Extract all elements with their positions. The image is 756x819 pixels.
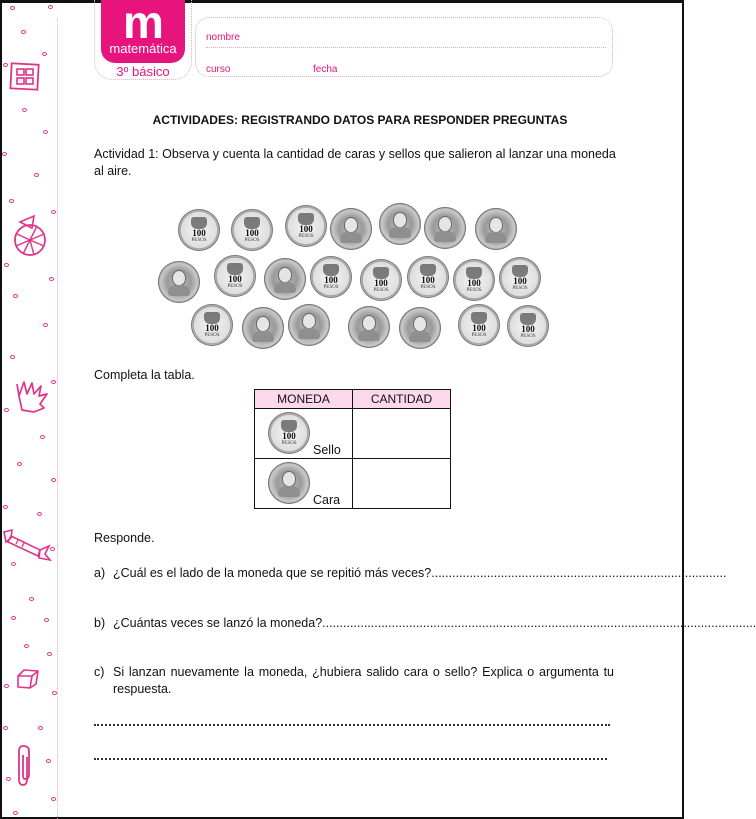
margin-dot <box>4 408 9 412</box>
table-instructions: Completa la tabla. <box>94 368 195 382</box>
cara-coin <box>424 207 466 249</box>
margin-dot <box>4 263 9 267</box>
margin-dot <box>4 684 9 688</box>
cara-label: Cara <box>313 493 341 507</box>
table-row <box>255 459 451 509</box>
margin-dot <box>42 52 47 56</box>
answer-line-c2[interactable] <box>94 758 607 760</box>
table-row <box>255 409 451 459</box>
answer-line-a[interactable]: ..................................................................................... <box>431 566 727 580</box>
margin-dot <box>9 199 14 203</box>
cara-coin <box>288 304 330 346</box>
margin-dot <box>34 173 39 177</box>
cara-coin <box>264 258 306 300</box>
margin-dot <box>51 797 56 801</box>
question-c <box>94 664 614 696</box>
student-info-box <box>195 17 613 77</box>
answer-line-c1[interactable] <box>94 724 610 726</box>
sello-coin: 100 PESOS <box>458 304 500 346</box>
sello-coin: 100 PESOS <box>310 256 352 298</box>
margin-dot <box>10 6 15 10</box>
sello-coin: 100 PESOS <box>360 259 402 301</box>
margin-dot <box>13 811 18 815</box>
sello-coin-icon: 100 PESOS <box>268 412 310 454</box>
activity-1-instructions: Actividad 1: Observa y cuenta la cantidad de caras y sellos que salieron al lanzar una moneda al aire. <box>94 147 616 178</box>
margin-dot <box>22 108 27 112</box>
subject-logo <box>101 0 185 63</box>
margin-dot <box>47 652 52 656</box>
margin-dot <box>40 435 45 439</box>
sello-coin: 100 PESOS <box>407 256 449 298</box>
margin-dot <box>51 210 56 214</box>
sello-label: Sello <box>313 443 341 457</box>
candy-icon <box>2 528 52 562</box>
sello-coin: 100 PESOS <box>285 205 327 247</box>
fecha-label: fecha <box>313 64 338 75</box>
header-cantidad: CANTIDAD <box>353 390 451 409</box>
nombre-field[interactable] <box>206 32 606 48</box>
sello-coin: 100 PESOS <box>191 304 233 346</box>
margin-dot <box>37 512 42 516</box>
paperclip-icon <box>17 745 33 787</box>
moneda-cell-cara <box>255 459 353 509</box>
cara-coin <box>158 261 200 303</box>
margin-dot <box>51 478 56 482</box>
question-b <box>94 615 756 632</box>
pie-icon <box>12 214 48 258</box>
respond-heading: Responde. <box>94 531 155 545</box>
question-text: Si lanzan nuevamente la moneda, ¿hubiera salido cara o sello? Explica o argumenta tu respuesta. <box>113 665 614 696</box>
margin-dot <box>11 616 16 620</box>
margin-dot <box>3 505 8 509</box>
question-text: ¿Cuál es el lado de la moneda que se repitió más veces? <box>113 566 432 580</box>
margin-dot <box>11 562 16 566</box>
margin-dot <box>43 323 48 327</box>
subject-name: matemática <box>109 41 177 56</box>
margin-dot <box>43 130 48 134</box>
margin-dot <box>29 597 34 601</box>
sello-coin: 100 PESOS <box>214 255 256 297</box>
sello-coin: 100 PESOS <box>507 305 549 347</box>
logo-letter: m <box>123 0 163 48</box>
cantidad-input-cara[interactable] <box>353 459 451 509</box>
margin-dot <box>6 777 11 781</box>
header-moneda: MONEDA <box>255 390 353 409</box>
cara-coin <box>242 307 284 349</box>
cara-coin <box>399 307 441 349</box>
margin-dot <box>13 294 18 298</box>
answer-line-b[interactable]: ............................................................................................................................. <box>322 616 756 630</box>
margin-dot <box>52 691 57 695</box>
cara-coin <box>475 208 517 250</box>
question-letter: b) <box>94 616 106 630</box>
grade-label: 3º básico <box>116 64 170 79</box>
margin-dot <box>21 30 26 34</box>
hand-icon <box>14 380 50 416</box>
sello-coin: 100 PESOS <box>231 209 273 251</box>
margin-dot <box>48 5 53 9</box>
cara-coin <box>379 203 421 245</box>
question-letter: a) <box>94 566 106 580</box>
margin-dot <box>46 759 51 763</box>
cube-icon <box>16 668 40 690</box>
question-letter: c) <box>94 665 105 679</box>
curso-label: curso <box>206 64 231 75</box>
margin-dot <box>17 462 22 466</box>
cara-coin <box>348 306 390 348</box>
moneda-cell-sello <box>255 409 353 459</box>
question-text: ¿Cuántas veces se lanzó la moneda? <box>113 616 323 630</box>
window-icon <box>9 62 41 92</box>
sello-coin: 100 PESOS <box>499 257 541 299</box>
sello-coin: 100 PESOS <box>453 259 495 301</box>
cara-coin <box>330 208 372 250</box>
fecha-field[interactable] <box>313 64 337 75</box>
cantidad-input-sello[interactable] <box>353 409 451 459</box>
margin-dot <box>49 277 54 281</box>
cara-coin-icon <box>268 462 310 504</box>
sello-coin: 100 PESOS <box>178 209 220 251</box>
curso-field[interactable] <box>206 64 230 75</box>
margin-dot <box>3 726 8 730</box>
margin-dot <box>44 618 49 622</box>
margin-dot <box>10 355 15 359</box>
margin-dot <box>2 152 7 156</box>
margin-dot <box>51 380 56 384</box>
worksheet-title: ACTIVIDADES: REGISTRANDO DATOS PARA RESPONDER PREGUNTAS <box>152 113 568 127</box>
tally-table <box>254 389 451 509</box>
margin-dot <box>24 644 29 648</box>
table-header-row <box>255 390 451 409</box>
question-a <box>94 565 727 582</box>
margin-dot <box>38 726 43 730</box>
margin-divider <box>57 18 58 819</box>
nombre-label: nombre <box>206 32 240 43</box>
margin-dot <box>3 63 8 67</box>
